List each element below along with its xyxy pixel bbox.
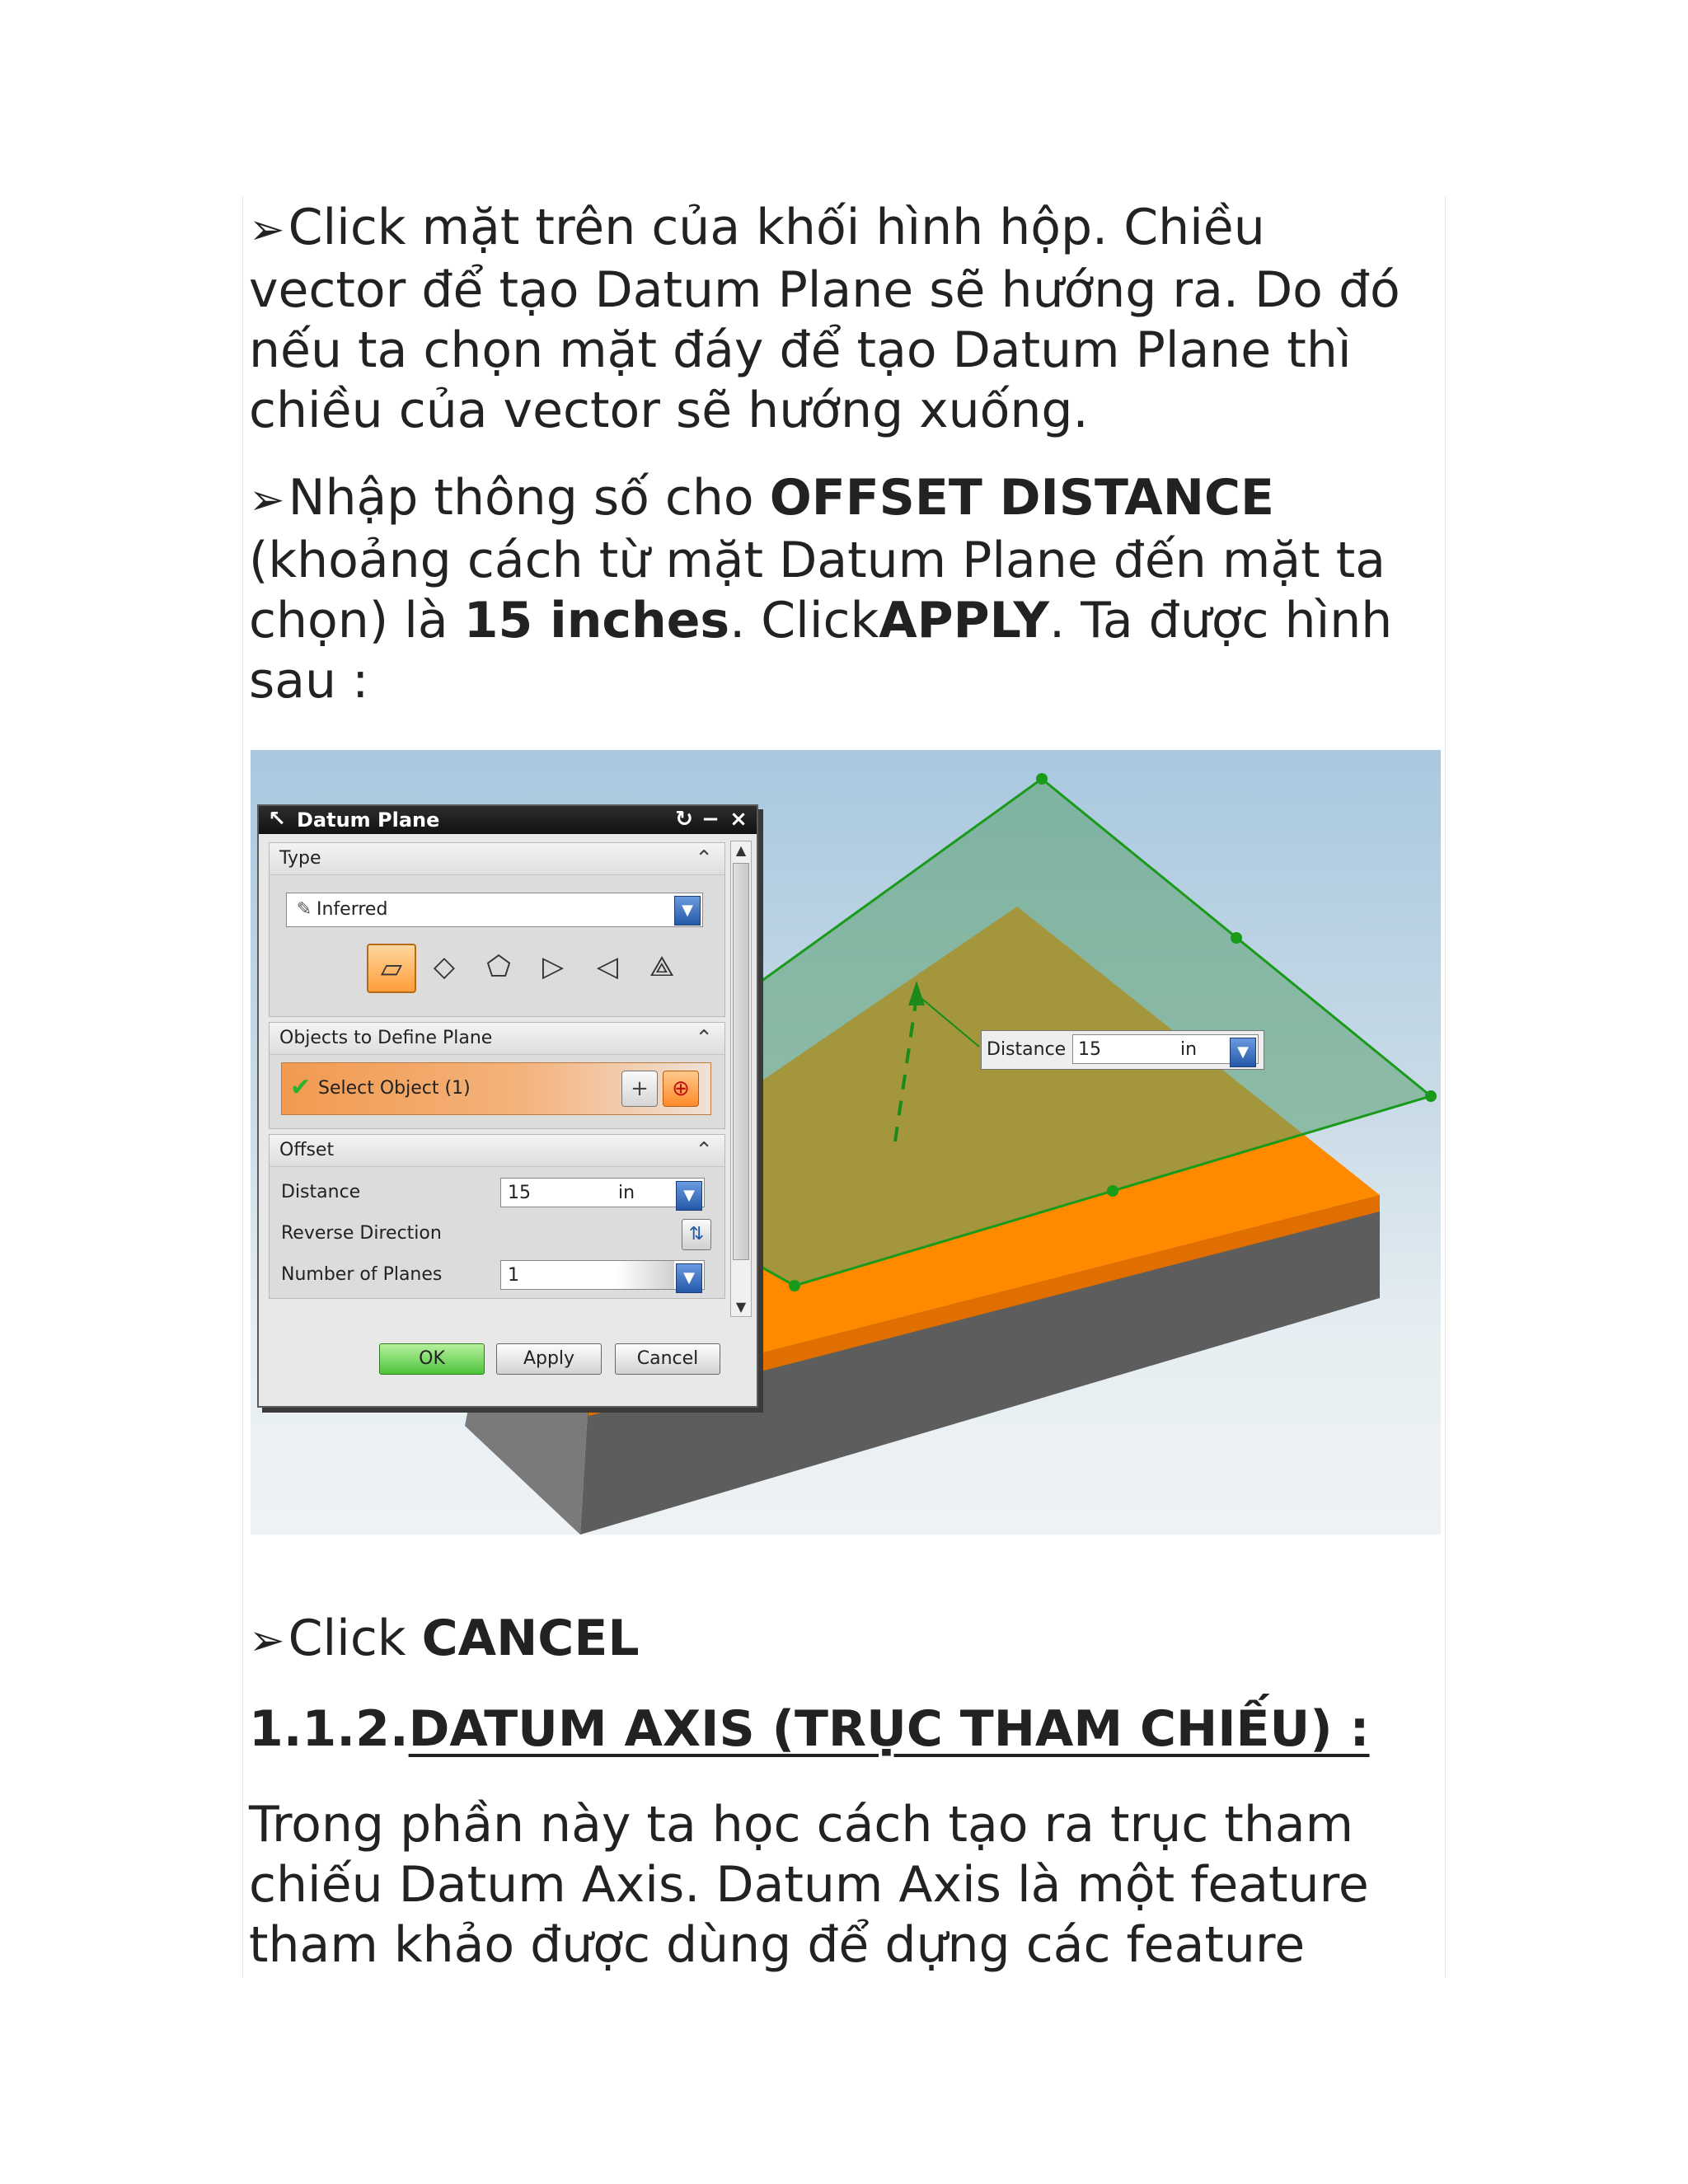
collapse-chevron-icon[interactable]: ⌃: [695, 846, 713, 871]
xc-zc-plane-icon[interactable]: ◁: [596, 950, 619, 983]
distance-value: 15: [508, 1183, 531, 1203]
viewport-distance-input[interactable]: [1072, 1034, 1259, 1064]
cancel-button[interactable]: Cancel: [615, 1343, 720, 1375]
inferred-icon: ✎: [296, 899, 312, 920]
yc-zc-plane-icon[interactable]: ▷: [542, 950, 565, 983]
objects-section-header[interactable]: [270, 1023, 724, 1055]
arrow-bullet-icon: ➢: [249, 476, 285, 525]
paragraph-text: Click mặt trên của khối hình hộp. Chiều vector để tạo Datum Plane sẽ hướng ra. Do đó nếu ta chọn mặt đáy để tạo Datum Plane thì chiều của vector sẽ hướng xuống.: [249, 199, 1400, 439]
offset-section-header[interactable]: [270, 1135, 724, 1167]
section-title: Type: [279, 848, 321, 869]
section-title: Objects to Define Plane: [279, 1028, 493, 1048]
check-icon: ✔: [290, 1073, 312, 1102]
text-run: . Ta được hình sau :: [249, 592, 1393, 710]
dropdown-arrow-icon[interactable]: ▼: [1230, 1038, 1256, 1067]
select-object-label: Select Object (1): [318, 1078, 471, 1099]
reset-icon[interactable]: ↻: [675, 807, 693, 832]
three-points-icon[interactable]: ⬠: [486, 950, 511, 983]
type-select-value: Inferred: [316, 899, 388, 920]
scroll-down-icon[interactable]: ▼: [735, 1299, 747, 1315]
bold-run: CANCEL: [421, 1610, 640, 1667]
number-of-planes-row: [281, 1257, 713, 1293]
text-run: Click: [288, 1610, 422, 1667]
number-of-planes-value: 1: [508, 1265, 519, 1286]
bold-run: OFFSET DISTANCE: [769, 469, 1274, 527]
scroll-thumb[interactable]: [733, 863, 749, 1260]
datum-plane-screenshot: [251, 750, 1441, 1535]
distance-row: [281, 1174, 713, 1211]
text-run: (khoảng cách từ mặt Datum Plane đến mặt ta chọn) là: [249, 532, 1386, 649]
reverse-direction-label: Reverse Direction: [281, 1223, 442, 1244]
inferred-type-icon[interactable]: ▱: [367, 944, 416, 993]
point-dialog-icon[interactable]: ⊕: [663, 1071, 699, 1107]
objects-panel: [269, 1022, 725, 1129]
point-direction-icon[interactable]: ◇: [433, 950, 456, 983]
collapse-chevron-icon[interactable]: ⌃: [695, 1138, 713, 1163]
paragraph-click-cancel: [249, 1609, 1436, 1671]
paragraph-click-top-face: [249, 198, 1436, 441]
ok-button[interactable]: OK: [379, 1343, 485, 1375]
arrow-bullet-icon: ➢: [249, 205, 285, 255]
viewport-distance-label: Distance: [987, 1039, 1067, 1060]
heading-number: 1.1.2.: [249, 1700, 409, 1758]
number-of-planes-input[interactable]: [500, 1260, 705, 1290]
add-object-icon[interactable]: +: [621, 1071, 658, 1107]
dialog-arrow-icon: ↖: [268, 807, 286, 832]
dropdown-arrow-icon[interactable]: ▼: [676, 1263, 702, 1293]
text-run: . Click: [729, 592, 879, 649]
arrow-bullet-icon: ➢: [249, 1616, 285, 1666]
select-object-row[interactable]: [281, 1062, 711, 1115]
dialog-scrollbar[interactable]: [730, 841, 752, 1317]
xc-yc-plane-icon[interactable]: ⟁: [649, 950, 675, 983]
dialog-title-bar: [259, 806, 757, 834]
viewport-distance-box: [981, 1030, 1264, 1070]
collapse-chevron-icon[interactable]: ⌃: [695, 1026, 713, 1051]
type-section-header[interactable]: [270, 843, 724, 875]
distance-input[interactable]: [500, 1178, 705, 1207]
reverse-direction-row: [281, 1216, 713, 1252]
dialog-title: Datum Plane: [297, 808, 440, 832]
bold-run: APPLY: [879, 592, 1049, 649]
type-panel: [269, 842, 725, 1017]
paragraph-offset-distance: [249, 468, 1436, 711]
field-shade: [617, 1261, 674, 1289]
type-select[interactable]: [286, 893, 703, 927]
bold-run: 15 inches: [463, 592, 730, 649]
dialog-buttons: [259, 1335, 757, 1385]
offset-panel: [269, 1134, 725, 1299]
reverse-direction-icon[interactable]: ⇅: [682, 1219, 711, 1250]
dropdown-arrow-icon[interactable]: ▼: [676, 1181, 702, 1211]
distance-unit: in: [618, 1183, 635, 1203]
apply-button[interactable]: Apply: [496, 1343, 602, 1375]
dropdown-arrow-icon[interactable]: ▼: [674, 896, 701, 926]
viewport-distance-unit: in: [1180, 1039, 1198, 1060]
close-icon[interactable]: ×: [729, 807, 748, 832]
heading-title: DATUM AXIS (TRỤC THAM CHIẾU) :: [408, 1700, 1370, 1758]
paragraph-datum-axis-intro: [249, 1795, 1436, 1975]
section-heading: [249, 1696, 1370, 1762]
text-run: Nhập thông số cho: [288, 469, 770, 527]
scroll-up-icon[interactable]: ▲: [735, 842, 747, 858]
datum-plane-dialog: [257, 804, 758, 1408]
paragraph-text: Trong phần này ta học cách tạo ra trục tham chiếu Datum Axis. Datum Axis là một feature tham khảo được dùng để dựng các feature: [249, 1796, 1369, 1974]
viewport-distance-value: 15: [1078, 1039, 1101, 1060]
minimize-icon[interactable]: −: [701, 807, 720, 832]
number-of-planes-label: Number of Planes: [281, 1264, 443, 1285]
section-title: Offset: [279, 1140, 335, 1160]
distance-label: Distance: [281, 1182, 361, 1202]
